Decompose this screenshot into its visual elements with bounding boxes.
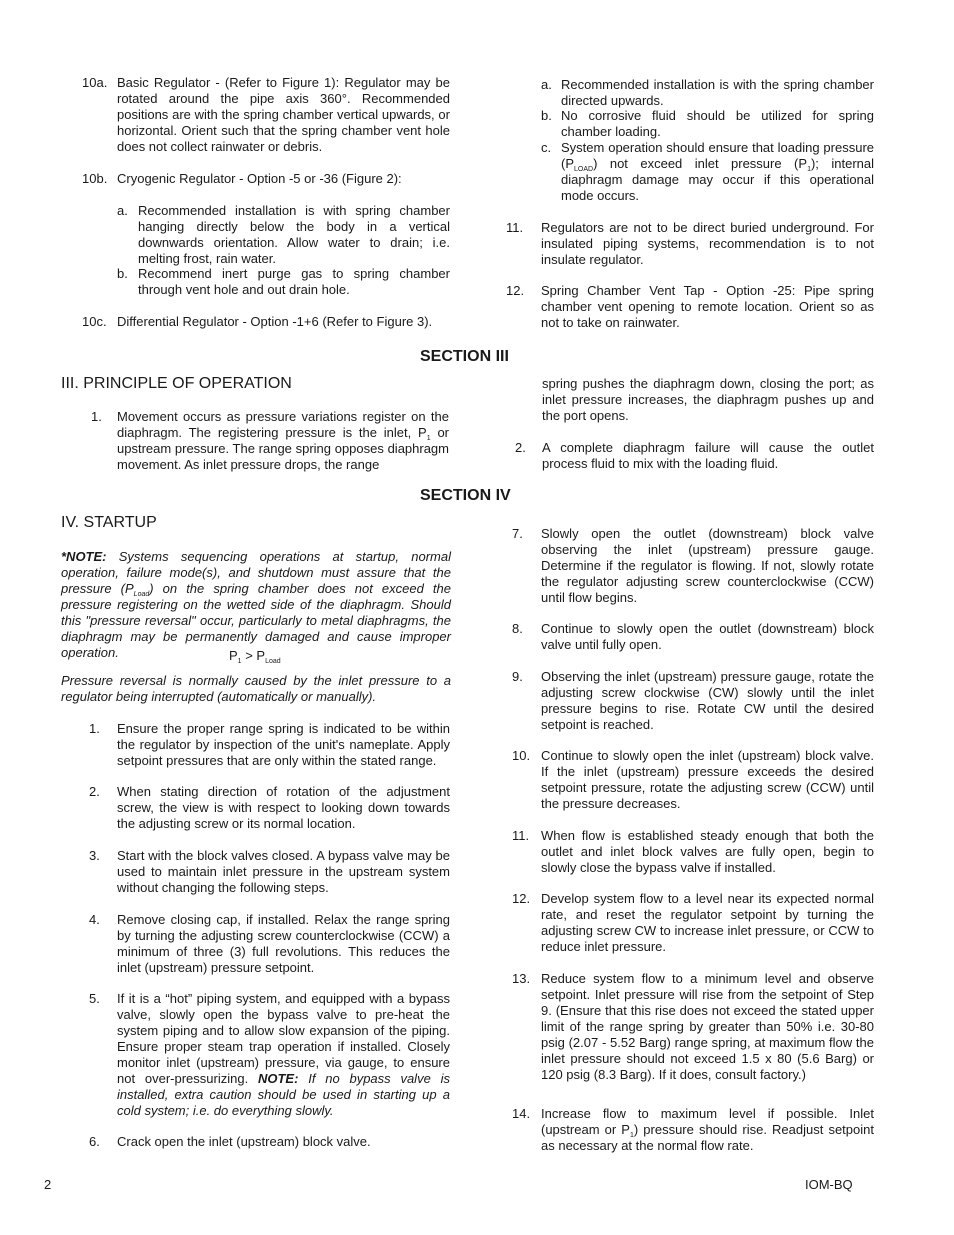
item-letter: b.	[117, 266, 128, 281]
item-text: Recommend inert purge gas to spring chamber through vent hole and out drain hole.	[138, 266, 450, 297]
item-letter: a.	[541, 77, 552, 92]
item-letter: a.	[117, 203, 128, 218]
section-title-iv: SECTION IV	[420, 487, 511, 504]
item-number: 11.	[506, 220, 524, 235]
page-number: 2	[44, 1177, 52, 1192]
item-text: Differential Regulator - Option -1+6 (Refer to Figure 3).	[117, 314, 433, 329]
principle-item-1-continued: spring pushes the diaphragm down, closing the port; as inlet pressure increases, the diaphragm pushes up and the port opens.	[542, 376, 874, 423]
step-text: Increase flow to maximum level if possible. Inlet (upstream or $P_1$) pressure should rise. Readjust setpoint as necessary at the normal flow rate.	[541, 1106, 874, 1153]
item-text: System operation should ensure that loading pressure $(P_{LOAD})$ not exceed inlet pressure $(P_1)$; internal diaphragm damage may occur if this operational mode occurs.	[561, 140, 874, 203]
item-text: Movement occurs as pressure variations register on the diaphragm. The registering pressure is the inlet, $P_1$ or upstream pressure. The range spring opposes diaphragm movement. As inlet pressure drops, the range	[117, 409, 450, 472]
note-label: NOTE:	[257, 1071, 299, 1086]
step-text: Start with the block valves closed. A bypass valve may be used to maintain inlet pressure in the upstream system without changing the following steps.	[117, 848, 450, 895]
step-text: Continue to slowly open the inlet (upstream) block valve. If the inlet (upstream) pressure exceeds the desired setpoint pressure, rotate the adjusting screw (CCW) until the pressure decreases.	[541, 748, 874, 811]
step-text: Develop system flow to a level near its expected normal rate, and reset the regulator setpoint by turning the adjusting screw CW to increase inlet pressure, or CCW to reduce inlet pressure.	[541, 891, 874, 954]
step-text: Continue to slowly open the outlet (downstream) block valve until fully open.	[541, 621, 874, 652]
item-number: 1.	[91, 409, 102, 424]
item-number: 10c.	[82, 314, 107, 329]
step-number: 1.	[89, 721, 100, 736]
item-text: A complete diaphragm failure will cause the outlet process fluid to mix with the loading fluid.	[542, 440, 874, 471]
item-number: 10a.	[82, 75, 108, 90]
item-text: Recommended installation is with the spring chamber directed upwards.	[561, 77, 874, 108]
step-number: 12.	[512, 891, 531, 906]
heading-startup: IV. STARTUP	[61, 514, 157, 531]
step-text: When stating direction of rotation of the adjustment screw, the view is with respect to looking down towards the adjusting screw or its normal location.	[117, 784, 450, 831]
pressure-inequality: $P_1 > P_{Load}$	[229, 648, 281, 665]
item-letter: b.	[541, 108, 552, 123]
step-number: 3.	[89, 848, 100, 863]
step-text: Reduce system flow to a minimum level and observe setpoint. Inlet pressure will rise from the setpoint of Step 9. (Ensure that this rise does not exceed the stated upper limit of the range spring by greater than 50% i.e. 30-80 psig (2.07 - 5.52 Barg) range spring, at maximum flow the inlet pressure should not exceed 1.5 x 80 (5.6 Barg) or 120 psig (8.3 Barg). If it does, consult factory.)	[541, 971, 874, 1082]
step-number: 7.	[512, 526, 523, 541]
step-number: 11.	[512, 828, 530, 843]
item-number: 12.	[506, 283, 525, 298]
startup-note: *NOTE: Systems sequencing operations at startup, normal operation, failure mode(s), and shutdown must assure that the pressure $(P_{Load})$ on the spring chamber does not exceed the pressure registering on the wetted side of the diaphragm. Should this "pressure reversal" occur, particularly to metal diaphragms, the diaphragm may be permanently damaged and cause improper operation.	[61, 549, 451, 660]
step-number: 4.	[89, 912, 100, 927]
step-number: 13.	[512, 971, 531, 986]
document-code: IOM-BQ	[805, 1177, 853, 1192]
step-number: 5.	[89, 991, 100, 1006]
step-text: Remove closing cap, if installed. Relax the range spring by turning the adjusting screw counterclockwise (CCW) a minimum of three (3) full revolutions. This reduces the inlet (upstream) pressure setpoint.	[117, 912, 450, 975]
step-number: 14.	[512, 1106, 531, 1121]
step-number: 10.	[512, 748, 531, 763]
step-text: When flow is established steady enough that both the outlet and inlet block valves are fully open, begin to slowly close the bypass valve if installed.	[541, 828, 874, 875]
item-text: Cryogenic Regulator - Option -5 or -36 (Figure 2):	[117, 171, 402, 186]
step-text: Observing the inlet (upstream) pressure gauge, rotate the adjusting screw clockwise (CW) slowly until the inlet pressure begins to rise. Rotate CW until the desired setpoint is reached.	[541, 669, 874, 732]
heading-principle-of-operation: III. PRINCIPLE OF OPERATION	[61, 375, 292, 392]
step-text: Crack open the inlet (upstream) block valve.	[117, 1134, 371, 1149]
item-text: Regulators are not to be direct buried underground. For insulated piping systems, recommendation is to not insulate regulator.	[541, 220, 874, 267]
step-text: If it is a “hot” piping system, and equipped with a bypass valve, slowly open the bypass valve to pre-heat the system piping and to allow slow expansion of the piping. Ensure proper steam trap operation if installed. Closely monitor inlet (upstream) pressure, via gauge, to ensure not over-pressurizing. NOTE: If no bypass valve is installed, extra caution should be used in starting up a cold system; i.e. do everything slowly.	[117, 991, 450, 1118]
item-letter: c.	[541, 140, 552, 155]
step-number: 2.	[89, 784, 100, 799]
note-label: *NOTE:	[61, 549, 107, 564]
item-text: Recommended installation is with spring chamber hanging directly below the body in a vertical downwards orientation. Allow water to drain; i.e. melting frost, rain water.	[138, 203, 450, 266]
step-number: 9.	[512, 669, 523, 684]
section-title-iii: SECTION III	[420, 348, 509, 365]
step-text: Ensure the proper range spring is indicated to be within the regulator by inspection of the unit's nameplate. Apply setpoint pressures that are only within the stated range.	[117, 721, 450, 768]
item-number: 10b.	[82, 171, 108, 186]
item-text: Basic Regulator - (Refer to Figure 1): Regulator may be rotated around the pipe axis 360°. Recommended positions are with the spring chamber vertical upwards, or horizontal. Orient such that the spring chamber vent hole does not collect rainwater or debris.	[117, 75, 450, 154]
step-number: 8.	[512, 621, 523, 636]
item-number: 2.	[515, 440, 526, 455]
step-text: Slowly open the outlet (downstream) block valve observing the inlet (upstream) pressure gauge. Determine if the regulator is flowing. If not, slowly rotate the regulator adjusting screw counterclockwise (CCW) until flow begins.	[541, 526, 874, 605]
item-text: No corrosive fluid should be utilized for spring chamber loading.	[561, 108, 874, 139]
step-number: 6.	[89, 1134, 100, 1149]
pressure-reversal-note: Pressure reversal is normally caused by the inlet pressure to a regulator being interrupted (automatically or manually).	[61, 673, 451, 704]
item-text: Spring Chamber Vent Tap - Option -25: Pipe spring chamber vent opening to remote location. Orient so as not to take on rainwater.	[541, 283, 874, 330]
